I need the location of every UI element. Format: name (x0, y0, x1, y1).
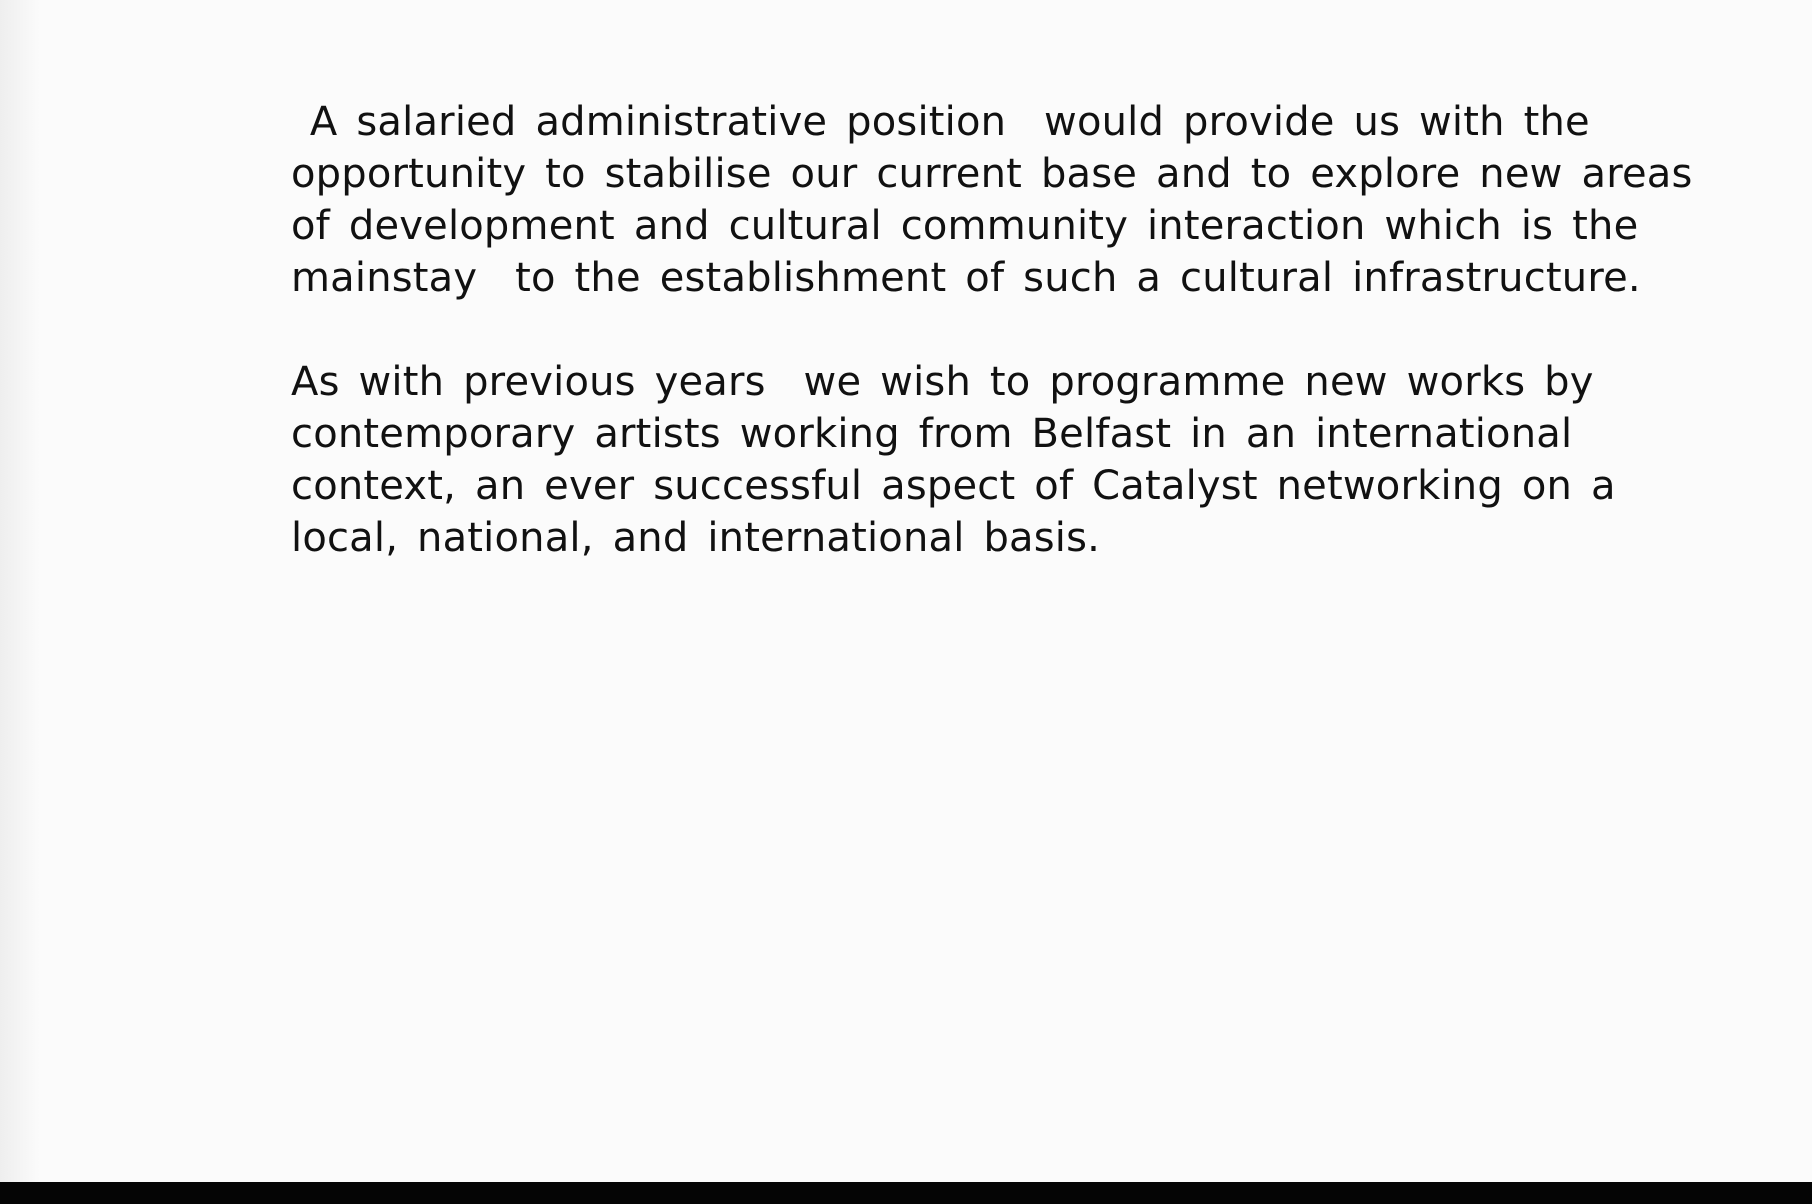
text-line: of development and cultural community interaction which is the (291, 203, 1639, 249)
text-line: A salaried administrative position would provide us with the (291, 99, 1590, 145)
text-line: mainstay to the establishment of such a cultural infrastructure. (291, 255, 1641, 301)
scan-bottom-border (0, 1182, 1812, 1204)
text-line: context, an ever successful aspect of Catalyst networking on a (291, 463, 1616, 509)
text-line: opportunity to stabilise our current base and to explore new areas (291, 151, 1693, 197)
paragraph-new-works (291, 356, 1771, 564)
text-line: local, national, and international basis. (291, 515, 1101, 561)
text-line: contemporary artists working from Belfast in an international (291, 411, 1573, 457)
document-body (291, 96, 1771, 564)
paragraph-administrative-position (291, 96, 1771, 304)
text-line: As with previous years we wish to programme new works by (291, 359, 1594, 405)
